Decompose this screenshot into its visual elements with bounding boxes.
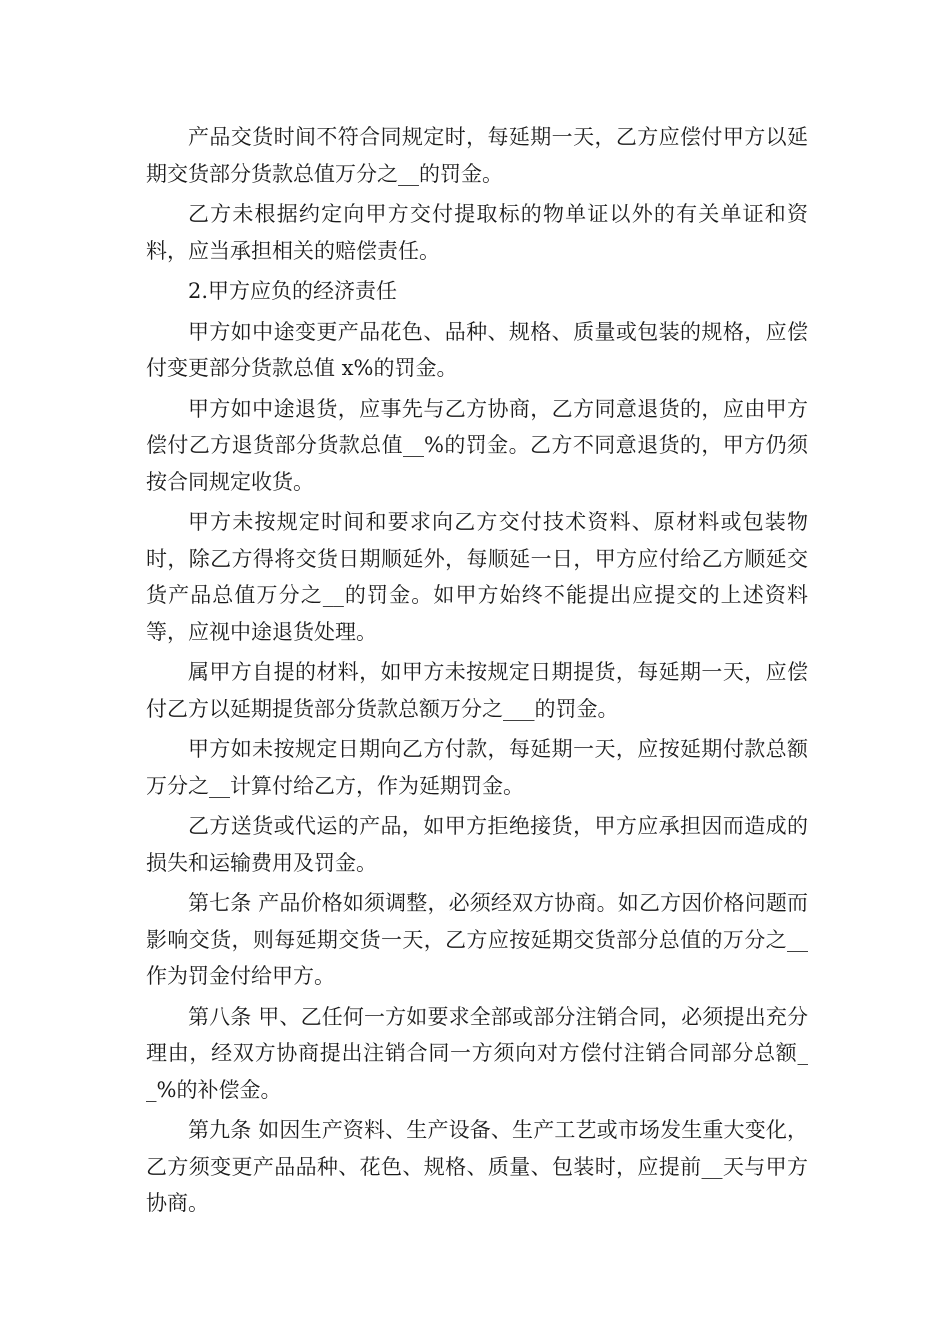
paragraph-late-payment: 甲方如未按规定日期向乙方付款，每延期一天，应按延期付款总额万分之__计算付给乙方，作为延期罚金。 bbox=[146, 737, 808, 798]
article-nine: 第九条 如因生产资料、生产设备、生产工艺或市场发生重大变化，乙方须变更产品品种、花色、规格、质量、包装时，应提前__天与甲方协商。 bbox=[146, 1118, 808, 1215]
paragraph-technical-materials: 甲方未按规定时间和要求向乙方交付技术资料、原材料或包装物时，除乙方得将交货日期顺延外，每顺延一日，甲方应付给乙方顺延交货产品总值万分之__的罚金。如甲方始终不能提出应提交的上述资料等，应视中途退货处理。 bbox=[146, 510, 808, 644]
paragraph-return-goods: 甲方如中途退货，应事先与乙方协商，乙方同意退货的，应由甲方偿付乙方退货部分货款总值__%的罚金。乙方不同意退货的，甲方仍须按合同规定收货。 bbox=[146, 396, 808, 494]
paragraph-change-spec: 甲方如中途变更产品花色、品种、规格、质量或包装的规格，应偿付变更部分货款总值 x%的罚金。 bbox=[146, 319, 808, 380]
paragraph-documents: 乙方未根据约定向甲方交付提取标的物单证以外的有关单证和资料，应当承担相关的赔偿责任。 bbox=[146, 202, 808, 263]
paragraph-self-pickup: 属甲方自提的材料，如甲方未按规定日期提货，每延期一天，应偿付乙方以延期提货部分货款总额万分之___的罚金。 bbox=[146, 660, 808, 721]
paragraph-reject-delivery: 乙方送货或代运的产品，如甲方拒绝接货，甲方应承担因而造成的损失和运输费用及罚金。 bbox=[146, 814, 808, 875]
article-eight: 第八条 甲、乙任何一方如要求全部或部分注销合同，必须提出充分理由，经双方协商提出注销合同一方须向对方偿付注销合同部分总额__%的补偿金。 bbox=[146, 1004, 808, 1102]
article-seven: 第七条 产品价格如须调整，必须经双方协商。如乙方因价格问题而影响交货，则每延期交货一天，乙方应按延期交货部分总值的万分之__作为罚金付给甲方。 bbox=[146, 891, 808, 988]
paragraph-delivery-delay: 产品交货时间不符合同规定时，每延期一天，乙方应偿付甲方以延期交货部分货款总值万分之__的罚金。 bbox=[146, 125, 808, 186]
section-heading-party-a: 2.甲方应负的经济责任 bbox=[188, 279, 398, 303]
document-page bbox=[146, 119, 808, 1226]
